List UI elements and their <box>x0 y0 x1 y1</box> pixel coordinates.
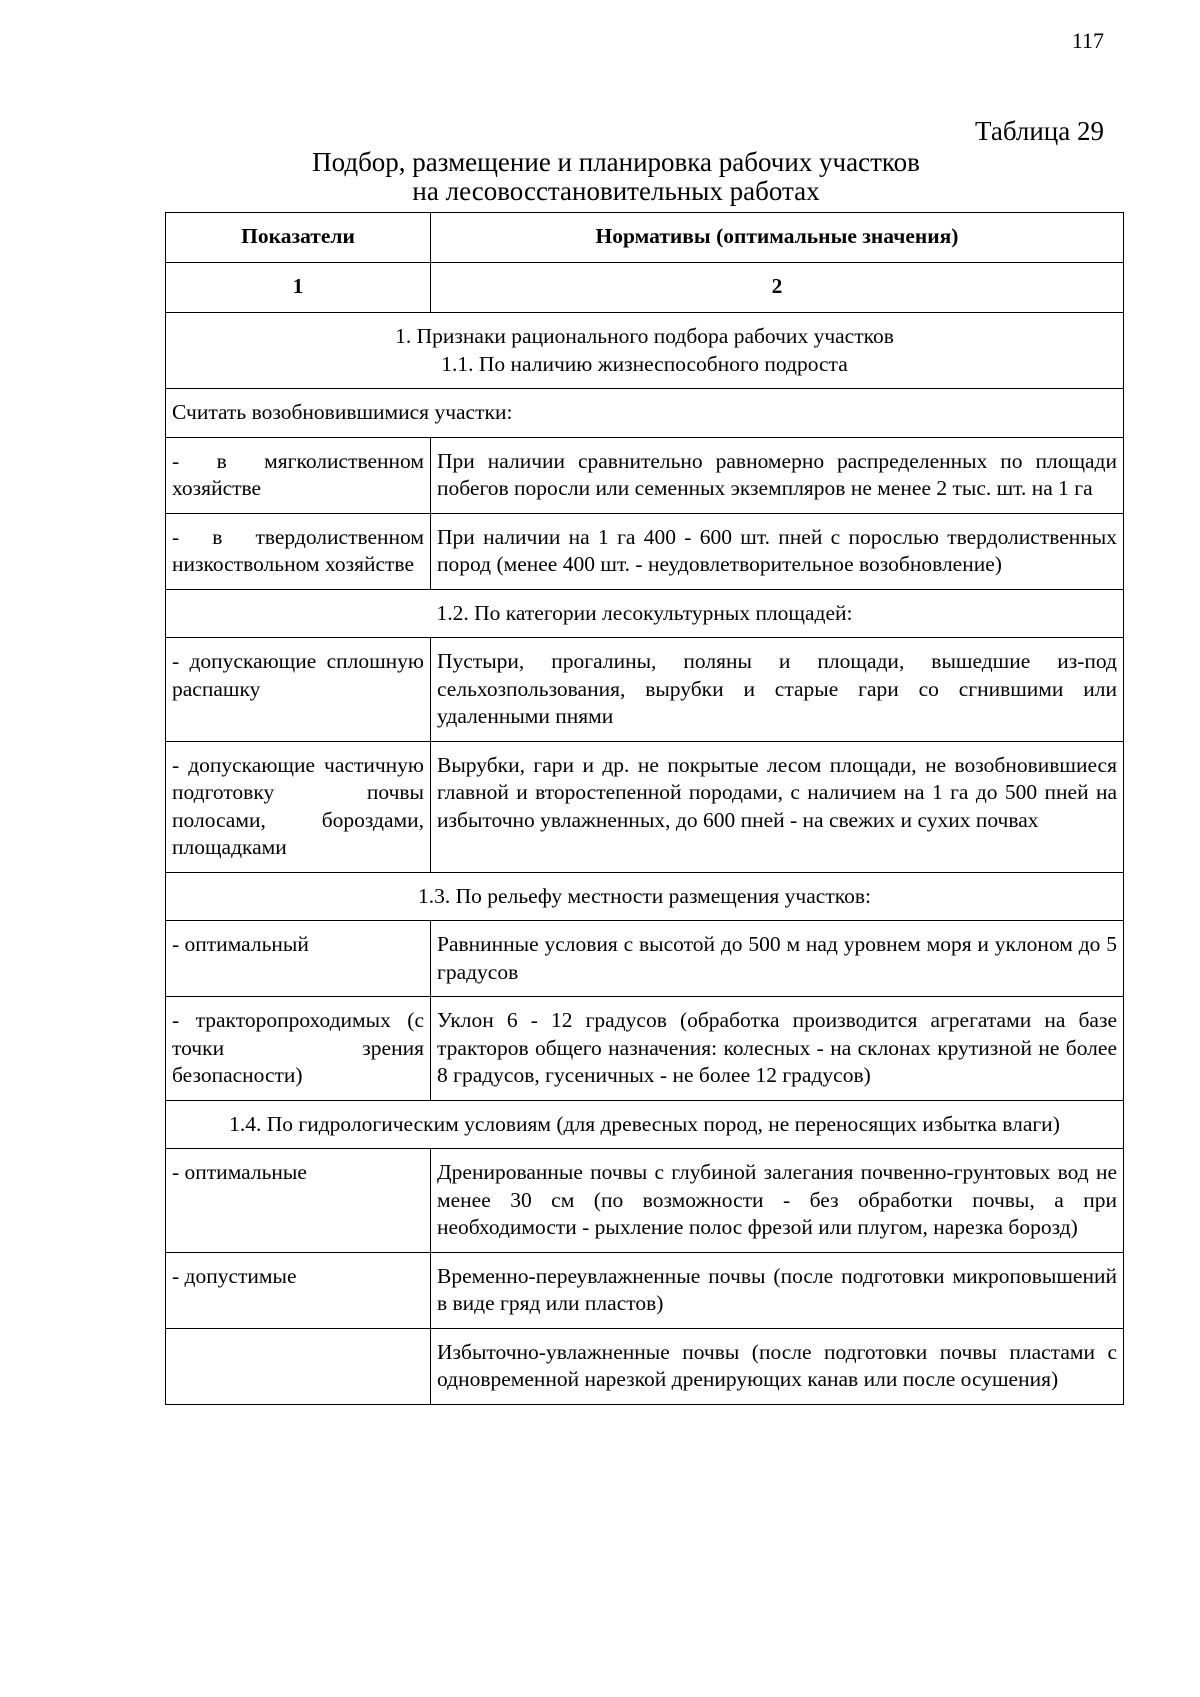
norm-cell: Избыточно-увлажненные почвы (после подготовки почвы пластами с одновременной нарезкой дренирующих канав или после осушения) <box>431 1328 1124 1404</box>
norm-cell: Дренированные почвы с глубиной залегания почвенно-грунтовых вод не менее 30 см (по возможности - без обработки почвы, а при необходимости - рыхление полос фрезой или плугом, нарезка борозд) <box>431 1149 1124 1253</box>
table-row <box>166 1252 1124 1328</box>
indicator-cell: - допускающие частичную подготовку почвы полосами, бороздами, площадками <box>166 741 431 872</box>
norms-table <box>165 212 1124 1405</box>
section-1-4-title: 1.4. По гидрологическим условиям (для древесных пород, не переносящих избытка влаги) <box>166 1100 1124 1149</box>
norm-cell: Пустыри, прогалины, поляны и площади, вышедшие из-под сельхозпользования, вырубки и старые гари со сгнившими или удаленными пнями <box>431 638 1124 742</box>
note-row <box>166 389 1124 438</box>
indicator-cell: - в мягколиственном хозяйстве <box>166 437 431 513</box>
norm-cell: Равнинные условия с высотой до 500 м над уровнем моря и уклоном до 5 градусов <box>431 921 1124 997</box>
norm-cell: Уклон 6 - 12 градусов (обработка производится агрегатами на базе тракторов общего назначения: колесных - на склонах крутизной не более 8 градусов, гусеничных - не более 12 градусов) <box>431 997 1124 1101</box>
table-row <box>166 1328 1124 1404</box>
section-1-2-title: 1.2. По категории лесокультурных площадей: <box>166 589 1124 638</box>
table-row <box>166 741 1124 872</box>
header-indicators: Показатели <box>166 213 431 263</box>
column-number-row <box>166 263 1124 313</box>
section-1-cell <box>166 313 1124 389</box>
header-norms: Нормативы (оптимальные значения) <box>431 213 1124 263</box>
norm-cell: Вырубки, гари и др. не покрытые лесом площади, не возобновившиеся главной и второстепенной породами, с наличием на 1 га до 500 пней на избыточно увлажненных, до 600 пней - на свежих и сухих почвах <box>431 741 1124 872</box>
table-row <box>166 997 1124 1101</box>
section-1-title: 1. Признаки рационального подбора рабочих участков <box>395 324 894 348</box>
indicator-cell: - в твердолиственном низкоствольном хозяйстве <box>166 513 431 589</box>
title-line-2: на лесовосстановительных работах <box>412 176 820 206</box>
table-row <box>166 638 1124 742</box>
table-row <box>166 921 1124 997</box>
table-title <box>0 148 1200 206</box>
page-number: 117 <box>1071 28 1104 53</box>
table-label: Таблица 29 <box>975 116 1104 146</box>
table-row <box>166 513 1124 589</box>
norm-cell: При наличии на 1 га 400 - 600 шт. пней с порослью твердолиственных пород (менее 400 шт. - неудовлетворительное возобновление) <box>431 513 1124 589</box>
norm-cell: Временно-переувлажненные почвы (после подготовки микроповышений в виде гряд или пластов) <box>431 1252 1124 1328</box>
indicator-cell: - допустимые <box>166 1252 431 1328</box>
title-line-1: Подбор, размещение и планировка рабочих участков <box>312 147 920 177</box>
section-row <box>166 589 1124 638</box>
indicator-cell: - тракторопроходимых (с точки зрения безопасности) <box>166 997 431 1101</box>
note-cell: Считать возобновившимися участки: <box>166 389 1124 438</box>
section-row <box>166 313 1124 389</box>
section-row <box>166 872 1124 921</box>
indicator-cell <box>166 1328 431 1404</box>
section-1-3-title: 1.3. По рельефу местности размещения участков: <box>166 872 1124 921</box>
indicator-cell: - оптимальные <box>166 1149 431 1253</box>
table-row <box>166 1149 1124 1253</box>
column-number-1: 1 <box>166 263 431 313</box>
header-row <box>166 213 1124 263</box>
column-number-2: 2 <box>431 263 1124 313</box>
table-row <box>166 437 1124 513</box>
section-row <box>166 1100 1124 1149</box>
section-1-1-title: 1.1. По наличию жизнеспособного подроста <box>441 351 848 376</box>
indicator-cell: - допускающие сплошную распашку <box>166 638 431 742</box>
norm-cell: При наличии сравнительно равномерно распределенных по площади побегов поросли или семенных экземпляров не менее 2 тыс. шт. на 1 га <box>431 437 1124 513</box>
indicator-cell: - оптимальный <box>166 921 431 997</box>
